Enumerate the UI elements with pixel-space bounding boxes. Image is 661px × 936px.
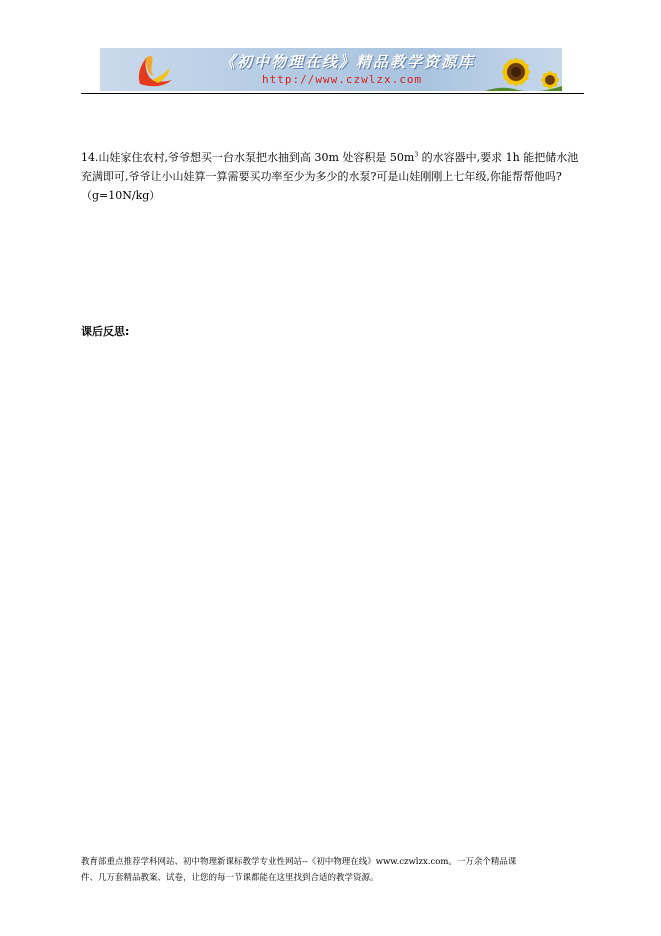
reflection-label: 课后反思: (81, 325, 130, 338)
question-text-part2: 的水容器中,要求 1h 能把储水池充满即可,爷爷让小山娃算一算需要买功率至少为多少的水泵?可是山娃刚刚上七年级,你能帮帮他吗? （g=10N/kg） (81, 151, 584, 202)
question-14 (81, 148, 585, 205)
site-logo-icon (132, 50, 176, 90)
footer-line-2: 件、几万套精品教案、试卷，让您的每一节课都能在这里找到合适的教学资源。 (81, 873, 379, 883)
question-text-part1: 14.山娃家住农村,爷爷想买一台水泵把水抽到高 30m 处容积是 50m (81, 151, 415, 164)
footer (81, 854, 586, 886)
header-divider (81, 93, 584, 94)
footer-line-1: 教育部重点推荐学科网站、初中物理新课标教学专业性网站--《初中物理在线》www.czwlzx.com。一万余个精品课 (81, 857, 517, 867)
banner-url[interactable]: http://www.czwlzx.com (262, 73, 423, 86)
sunflower-icon (478, 50, 562, 91)
header-banner (100, 48, 562, 91)
banner-title: 《初中物理在线》精品教学资源库 (220, 53, 476, 71)
question-superscript: 3 (414, 151, 419, 159)
